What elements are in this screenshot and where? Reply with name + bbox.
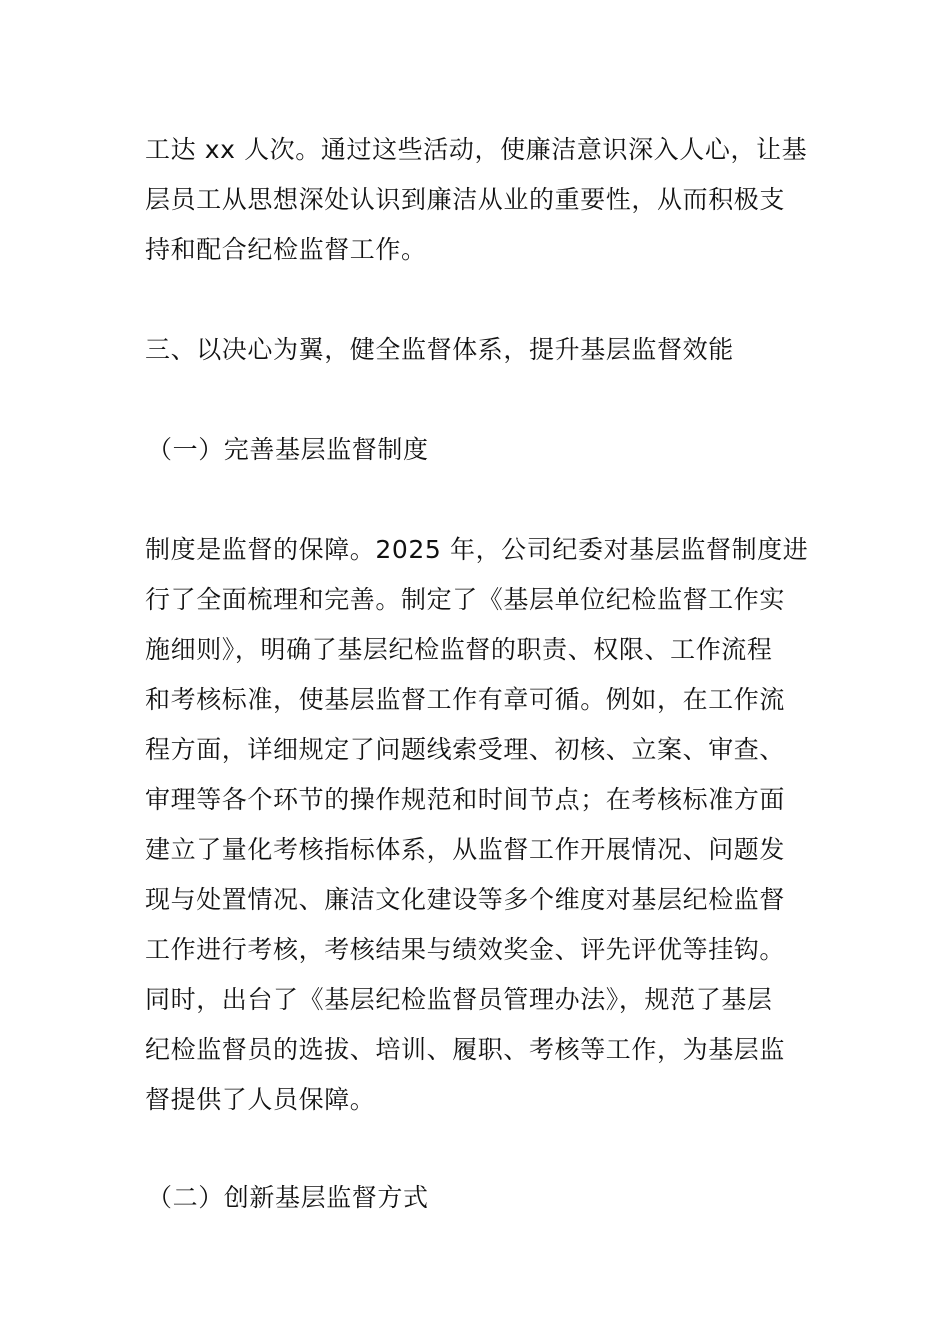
- paragraph-line: 现与处置情况、廉洁文化建设等多个维度对基层纪检监督: [145, 885, 786, 914]
- paragraph-line: 工作进行考核，考核结果与绩效奖金、评先评优等挂钩。: [145, 935, 786, 964]
- paragraph-line: 纪检监督员的选拔、培训、履职、考核等工作，为基层监: [145, 1035, 786, 1064]
- paragraph-line: 督提供了人员保障。: [145, 1085, 376, 1114]
- paragraph-line: 程方面，详细规定了问题线索受理、初核、立案、审查、: [145, 735, 786, 764]
- paragraph-line: 制度是监督的保障。2025 年，公司纪委对基层监督制度进: [145, 535, 809, 564]
- subsection-heading: （二）创新基层监督方式: [147, 1183, 429, 1212]
- paragraph-line: 持和配合纪检监督工作。: [145, 235, 427, 264]
- paragraph-line: 层员工从思想深处认识到廉洁从业的重要性，从而积极支: [145, 185, 786, 214]
- paragraph-line: 建立了量化考核指标体系，从监督工作开展情况、问题发: [145, 835, 786, 864]
- paragraph-line: 工达 xx 人次。通过这些活动，使廉洁意识深入人心，让基: [145, 135, 808, 164]
- subsection-heading: （一）完善基层监督制度: [147, 435, 429, 464]
- paragraph-line: 施细则》，明确了基层纪检监督的职责、权限、工作流程: [145, 635, 773, 664]
- paragraph-line: 行了全面梳理和完善。制定了《基层单位纪检监督工作实: [145, 585, 786, 614]
- paragraph-line: 审理等各个环节的操作规范和时间节点；在考核标准方面: [145, 785, 786, 814]
- paragraph-line: 同时，出台了《基层纪检监督员管理办法》，规范了基层: [145, 985, 773, 1014]
- section-heading: 三、以决心为翼，健全监督体系，提升基层监督效能: [145, 335, 734, 364]
- paragraph-line: 和考核标准，使基层监督工作有章可循。例如，在工作流: [145, 685, 786, 714]
